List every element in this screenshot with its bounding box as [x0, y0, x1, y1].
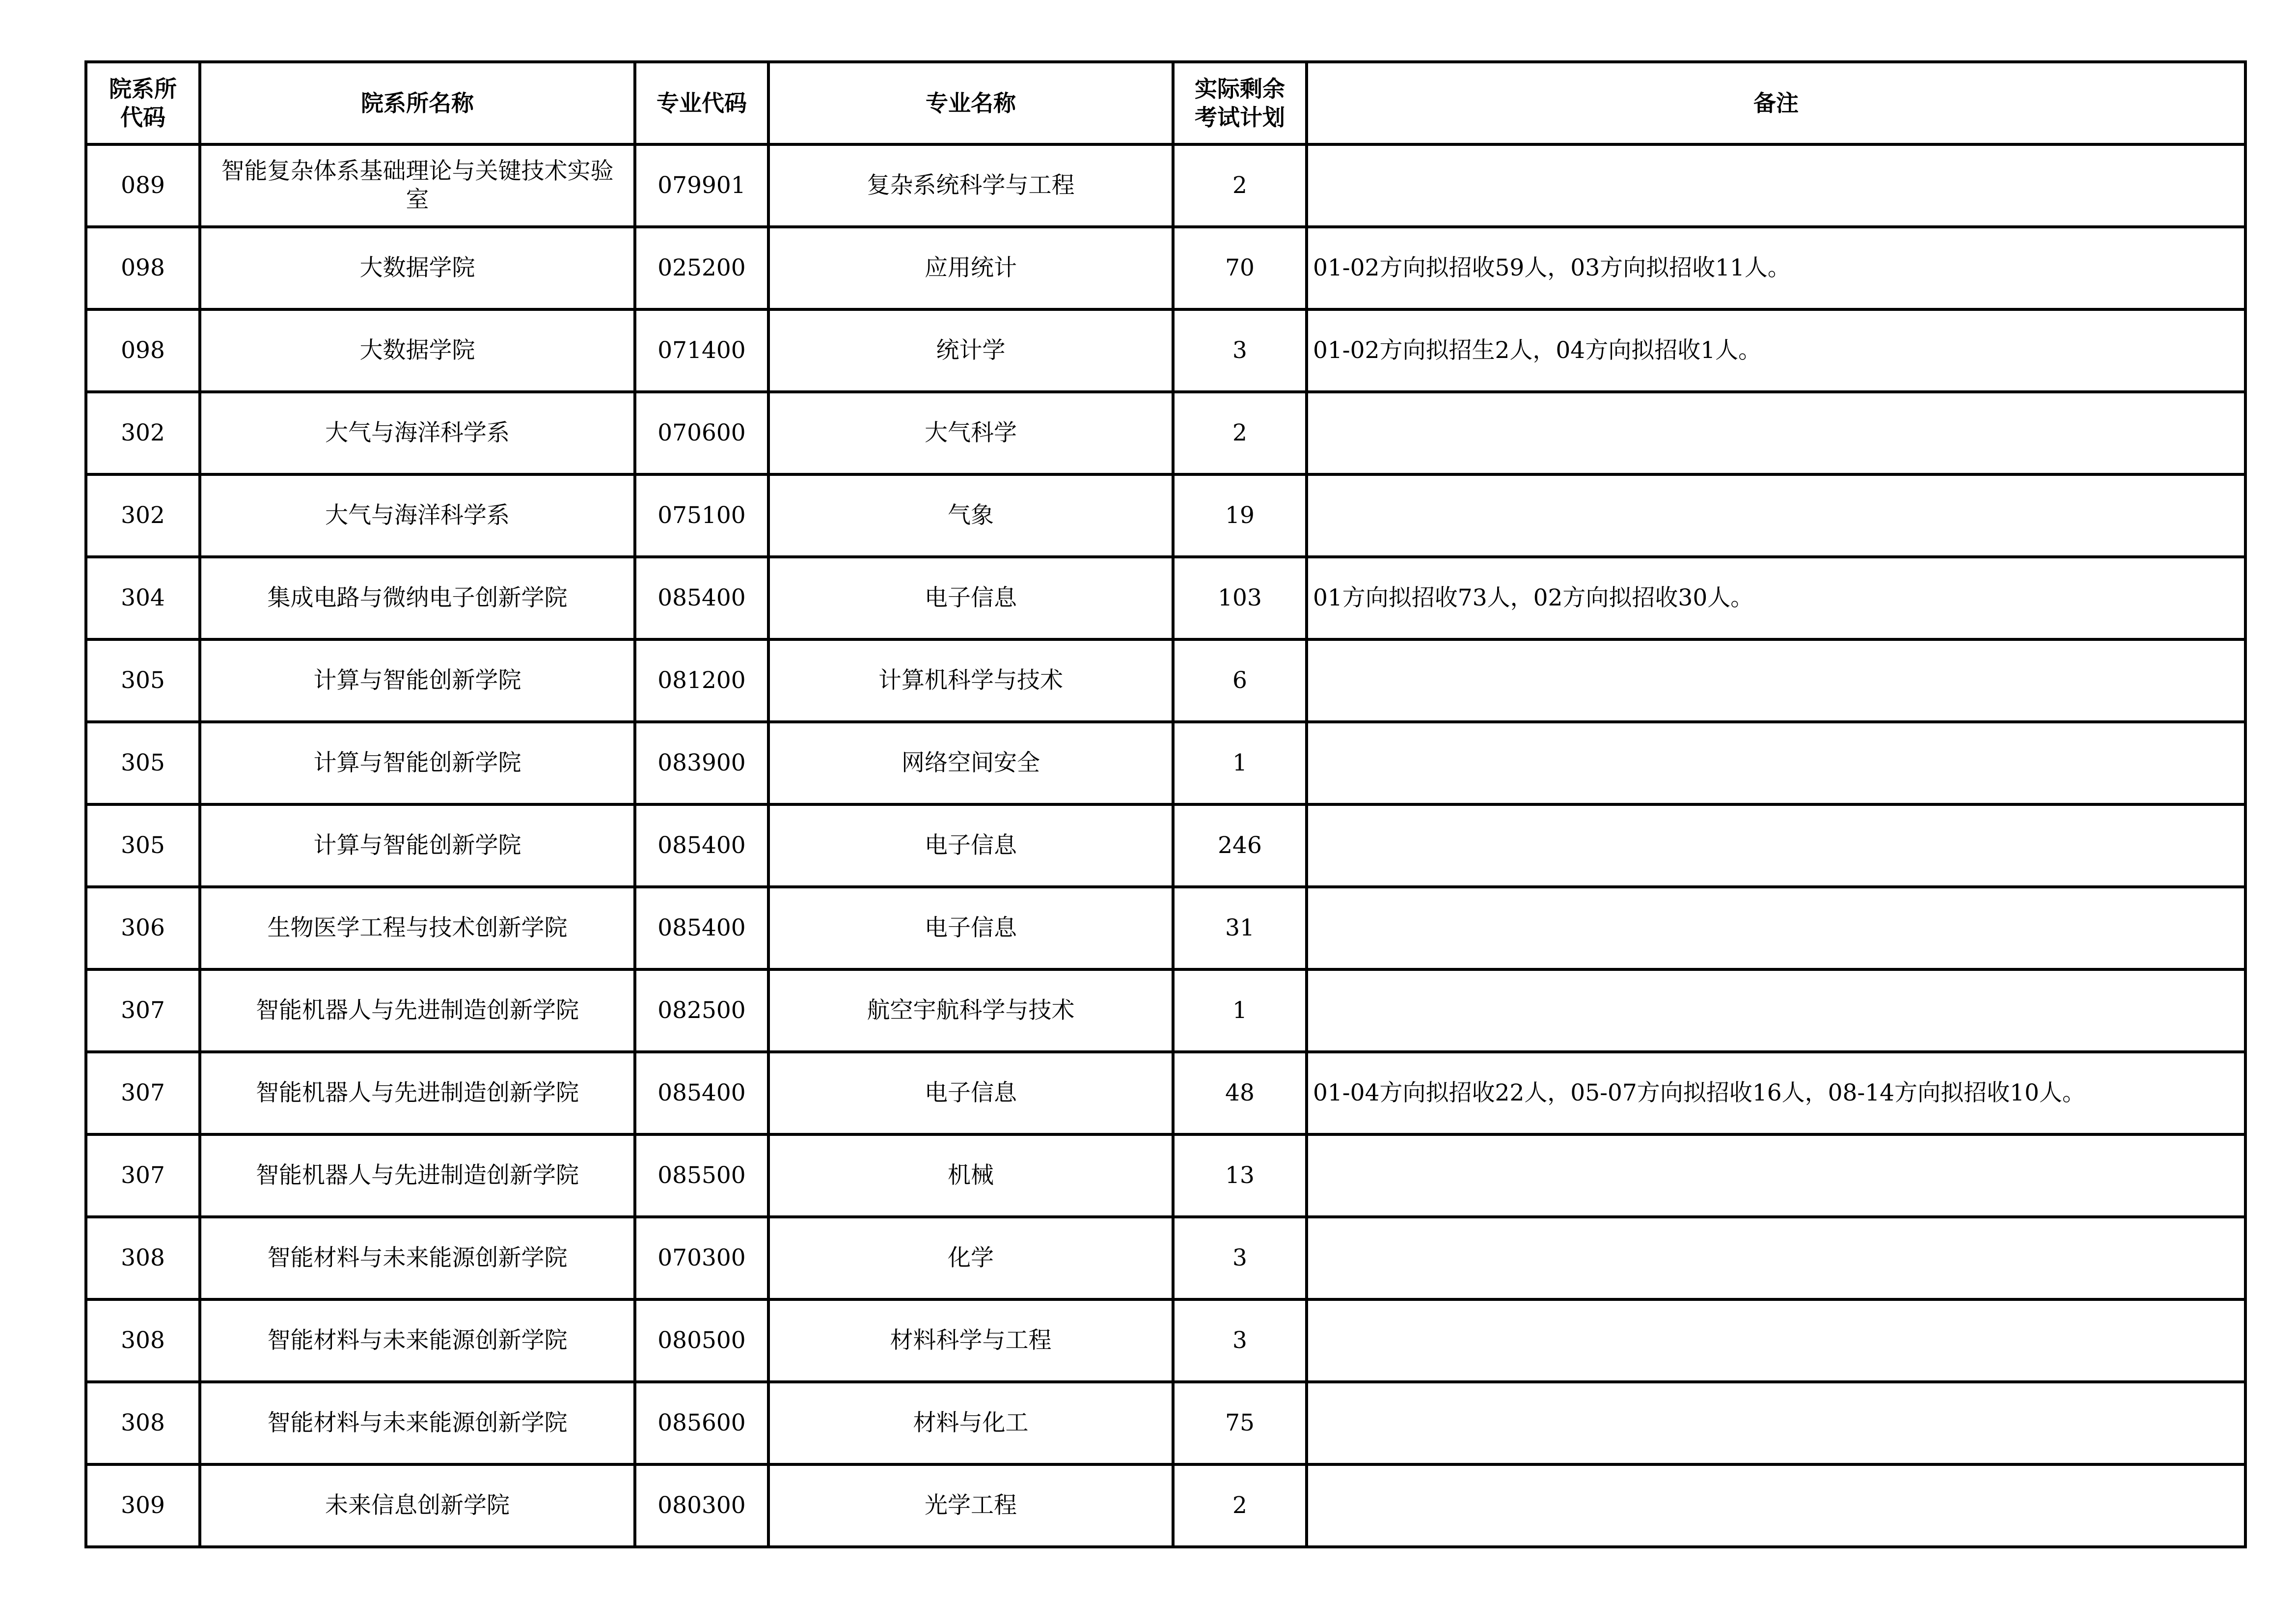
cell-dept-code: 098: [86, 309, 200, 392]
table-row: [86, 1464, 2245, 1547]
cell-dept-name: 生物医学工程与技术创新学院: [200, 887, 635, 969]
cell-remark: [1307, 144, 2245, 227]
cell-quota: 2: [1173, 392, 1307, 474]
cell-remark: [1307, 969, 2245, 1052]
cell-major-code: 075100: [635, 474, 768, 557]
cell-remark: 01-02方向拟招收59人，03方向拟招收11人。: [1307, 227, 2245, 309]
cell-quota: 103: [1173, 557, 1307, 639]
cell-major-code: 085600: [635, 1382, 768, 1464]
cell-remark: 01-02方向拟招生2人，04方向拟招收1人。: [1307, 309, 2245, 392]
table-row: [86, 474, 2245, 557]
cell-dept-code: 305: [86, 804, 200, 887]
cell-remark: [1307, 722, 2245, 804]
cell-dept-code: 307: [86, 1134, 200, 1217]
cell-quota: 3: [1173, 309, 1307, 392]
table-row: [86, 227, 2245, 309]
cell-dept-code: 308: [86, 1299, 200, 1382]
cell-dept-name: 集成电路与微纳电子创新学院: [200, 557, 635, 639]
table-body: [86, 144, 2245, 1547]
cell-remark: [1307, 1464, 2245, 1547]
header-row: [86, 62, 2245, 144]
cell-dept-code: 306: [86, 887, 200, 969]
cell-dept-name: 智能复杂体系基础理论与关键技术实验室: [200, 144, 635, 227]
cell-dept-name: 智能材料与未来能源创新学院: [200, 1382, 635, 1464]
header-dept-code: 院系所代码: [86, 62, 200, 144]
cell-major-name: 电子信息: [768, 804, 1173, 887]
header-dept-name: 院系所名称: [200, 62, 635, 144]
cell-dept-code: 098: [86, 227, 200, 309]
cell-quota: 6: [1173, 639, 1307, 722]
table-row: [86, 1052, 2245, 1134]
cell-major-code: 079901: [635, 144, 768, 227]
cell-dept-code: 089: [86, 144, 200, 227]
cell-major-name: 统计学: [768, 309, 1173, 392]
cell-dept-name: 智能材料与未来能源创新学院: [200, 1299, 635, 1382]
cell-major-code: 071400: [635, 309, 768, 392]
cell-quota: 1: [1173, 722, 1307, 804]
cell-quota: 13: [1173, 1134, 1307, 1217]
table-row: [86, 309, 2245, 392]
cell-quota: 246: [1173, 804, 1307, 887]
cell-quota: 3: [1173, 1299, 1307, 1382]
table-row: [86, 557, 2245, 639]
cell-major-code: 085400: [635, 887, 768, 969]
table-row: [86, 1134, 2245, 1217]
cell-major-name: 应用统计: [768, 227, 1173, 309]
cell-major-name: 网络空间安全: [768, 722, 1173, 804]
cell-dept-code: 308: [86, 1382, 200, 1464]
cell-quota: 48: [1173, 1052, 1307, 1134]
cell-dept-name: 计算与智能创新学院: [200, 722, 635, 804]
cell-major-code: 080500: [635, 1299, 768, 1382]
cell-dept-name: 大数据学院: [200, 309, 635, 392]
cell-remark: 01-04方向拟招收22人，05-07方向拟招收16人，08-14方向拟招收10人。: [1307, 1052, 2245, 1134]
cell-major-code: 082500: [635, 969, 768, 1052]
cell-dept-name: 大数据学院: [200, 227, 635, 309]
cell-major-code: 070600: [635, 392, 768, 474]
cell-remark: [1307, 1382, 2245, 1464]
table-row: [86, 1382, 2245, 1464]
table-row: [86, 887, 2245, 969]
cell-quota: 19: [1173, 474, 1307, 557]
cell-dept-name: 智能机器人与先进制造创新学院: [200, 969, 635, 1052]
cell-dept-code: 308: [86, 1217, 200, 1299]
cell-dept-name: 大气与海洋科学系: [200, 392, 635, 474]
cell-major-code: 070300: [635, 1217, 768, 1299]
cell-major-code: 085400: [635, 1052, 768, 1134]
cell-major-name: 气象: [768, 474, 1173, 557]
cell-dept-code: 309: [86, 1464, 200, 1547]
cell-dept-name: 计算与智能创新学院: [200, 804, 635, 887]
header-remark: 备注: [1307, 62, 2245, 144]
table-row: [86, 969, 2245, 1052]
cell-remark: [1307, 639, 2245, 722]
cell-dept-code: 307: [86, 969, 200, 1052]
cell-dept-name: 大气与海洋科学系: [200, 474, 635, 557]
cell-dept-code: 305: [86, 639, 200, 722]
cell-dept-name: 智能机器人与先进制造创新学院: [200, 1134, 635, 1217]
cell-major-name: 大气科学: [768, 392, 1173, 474]
cell-major-name: 电子信息: [768, 1052, 1173, 1134]
cell-major-name: 计算机科学与技术: [768, 639, 1173, 722]
cell-dept-name: 智能材料与未来能源创新学院: [200, 1217, 635, 1299]
header-major-code: 专业代码: [635, 62, 768, 144]
cell-major-code: 085500: [635, 1134, 768, 1217]
cell-remark: [1307, 1217, 2245, 1299]
cell-major-name: 航空宇航科学与技术: [768, 969, 1173, 1052]
cell-major-name: 复杂系统科学与工程: [768, 144, 1173, 227]
table-row: [86, 144, 2245, 227]
cell-major-name: 机械: [768, 1134, 1173, 1217]
table-row: [86, 722, 2245, 804]
cell-dept-code: 302: [86, 474, 200, 557]
table-row: [86, 392, 2245, 474]
quota-table: [84, 60, 2247, 1548]
cell-major-name: 电子信息: [768, 557, 1173, 639]
cell-quota: 2: [1173, 1464, 1307, 1547]
cell-remark: [1307, 804, 2245, 887]
cell-remark: [1307, 887, 2245, 969]
table-row: [86, 639, 2245, 722]
cell-major-name: 光学工程: [768, 1464, 1173, 1547]
table-row: [86, 1217, 2245, 1299]
header-major-name: 专业名称: [768, 62, 1173, 144]
cell-major-code: 025200: [635, 227, 768, 309]
cell-dept-code: 307: [86, 1052, 200, 1134]
cell-quota: 3: [1173, 1217, 1307, 1299]
cell-dept-name: 未来信息创新学院: [200, 1464, 635, 1547]
cell-major-code: 085400: [635, 557, 768, 639]
cell-quota: 1: [1173, 969, 1307, 1052]
cell-quota: 70: [1173, 227, 1307, 309]
cell-major-name: 化学: [768, 1217, 1173, 1299]
cell-remark: [1307, 1134, 2245, 1217]
cell-major-code: 083900: [635, 722, 768, 804]
cell-dept-code: 302: [86, 392, 200, 474]
cell-dept-code: 305: [86, 722, 200, 804]
cell-dept-name: 计算与智能创新学院: [200, 639, 635, 722]
cell-major-name: 材料与化工: [768, 1382, 1173, 1464]
cell-quota: 31: [1173, 887, 1307, 969]
table-row: [86, 804, 2245, 887]
cell-remark: [1307, 474, 2245, 557]
cell-major-code: 080300: [635, 1464, 768, 1547]
cell-major-code: 085400: [635, 804, 768, 887]
cell-quota: 75: [1173, 1382, 1307, 1464]
cell-remark: [1307, 392, 2245, 474]
cell-major-name: 材料科学与工程: [768, 1299, 1173, 1382]
cell-dept-name: 智能机器人与先进制造创新学院: [200, 1052, 635, 1134]
cell-remark: [1307, 1299, 2245, 1382]
table-header: [86, 62, 2245, 144]
cell-quota: 2: [1173, 144, 1307, 227]
cell-remark: 01方向拟招收73人，02方向拟招收30人。: [1307, 557, 2245, 639]
header-quota: 实际剩余考试计划: [1173, 62, 1307, 144]
cell-major-code: 081200: [635, 639, 768, 722]
cell-major-name: 电子信息: [768, 887, 1173, 969]
table-row: [86, 1299, 2245, 1382]
cell-dept-code: 304: [86, 557, 200, 639]
